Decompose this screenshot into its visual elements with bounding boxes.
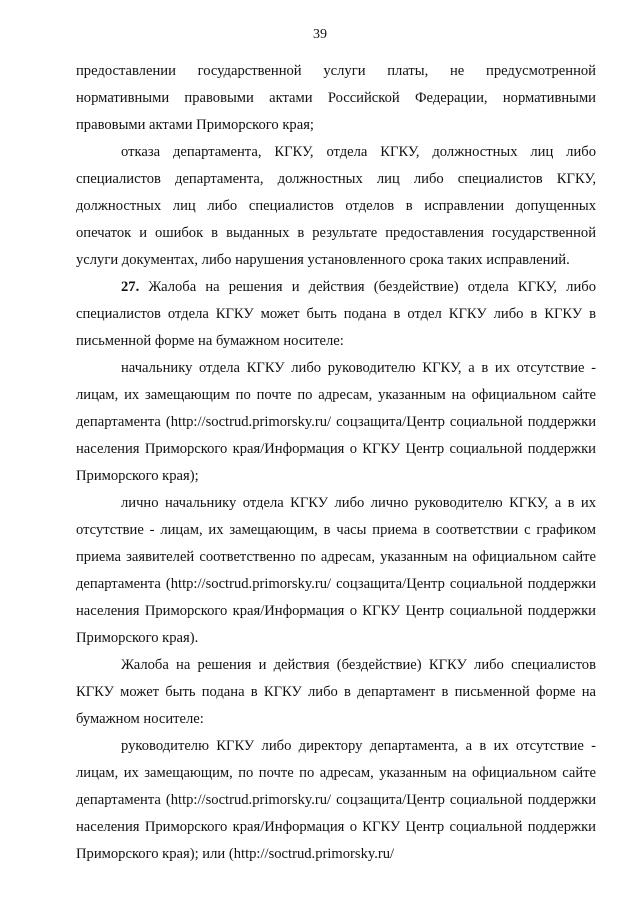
page-number: 39 bbox=[313, 27, 327, 42]
paragraph-3 bbox=[76, 274, 596, 355]
paragraph-5: лично начальнику отдела КГКУ либо лично руководителю КГКУ, а в их отсутствие - лицам, их замещающим, в часы приема в соответствии с графиком приема заявителей соответственно по адресам, указанным на официальном сайте департамента (http://soctrud.primorsky.ru/ соцзащита/Центр социальной поддержки населения Приморского края/Информация о КГКУ Центр социальной поддержки Приморского края). bbox=[76, 495, 596, 646]
document-body bbox=[76, 58, 596, 868]
paragraph-7: руководителю КГКУ либо директору департамента, а в их отсутствие - лицам, их замещающим, по почте по адресам, указанным на официальном сайте департамента (http://soctrud.primorsky.ru/ соцзащита/Центр социальной поддержки населения Приморского края/Информация о КГКУ Центр социальной поддержки Приморского края); или (http://soctrud.primorsky.ru/ bbox=[76, 738, 596, 862]
item-number: 27. bbox=[121, 279, 140, 295]
paragraph-6: Жалоба на решения и действия (бездействие) КГКУ либо специалистов КГКУ может быть подана в КГКУ либо в департамент в письменной форме на бумажном носителе: bbox=[76, 657, 596, 727]
paragraph-2: отказа департамента, КГКУ, отдела КГКУ, должностных лиц либо специалистов департамента, должностных лиц либо специалистов КГКУ, должностных лиц либо специалистов отделов в исправлении допущенных опечаток и ошибок в выданных в результате предоставления государственной услуги документах, либо нарушения установленного срока таких исправлений. bbox=[76, 144, 596, 268]
paragraph-1: предоставлении государственной услуги платы, не предусмотренной нормативными правовыми актами Российской Федерации, нормативными правовыми актами Приморского края; bbox=[76, 63, 596, 133]
paragraph-3-text: Жалоба на решения и действия (бездействие) отдела КГКУ, либо специалистов отдела КГКУ может быть подана в отдел КГКУ либо в КГКУ в письменной форме на бумажном носителе: bbox=[76, 279, 596, 349]
paragraph-4: начальнику отдела КГКУ либо руководителю КГКУ, а в их отсутствие - лицам, их замещающим по почте по адресам, указанным на официальном сайте департамента (http://soctrud.primorsky.ru/ соцзащита/Центр социальной поддержки населения Приморского края/Информация о КГКУ Центр социальной поддержки Приморского края); bbox=[76, 360, 596, 484]
